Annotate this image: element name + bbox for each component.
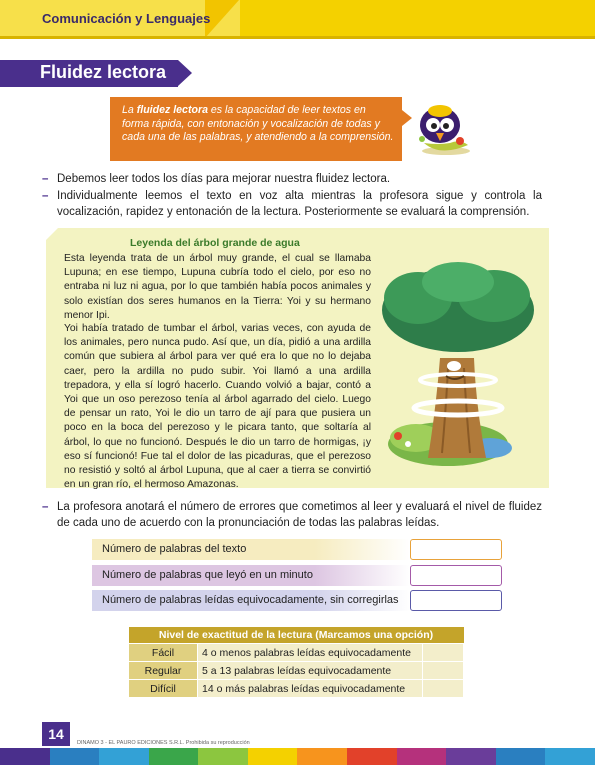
level-label: Difícil xyxy=(129,680,198,698)
section-banner-arrow xyxy=(178,60,192,86)
level-description: 4 o menos palabras leídas equivocadamente xyxy=(198,644,423,662)
footer-strip-segment xyxy=(248,748,298,765)
section-title: Fluidez lectora xyxy=(40,62,167,82)
words-per-minute-input[interactable] xyxy=(410,565,502,586)
table-row xyxy=(129,662,464,680)
bullet-dash: – xyxy=(42,501,49,513)
bullet-item: – Debemos leer todos los días para mejorar nuestra fluidez lectora. xyxy=(42,172,542,188)
footer-strip-segment xyxy=(397,748,447,765)
level-description: 14 o más palabras leídas equivocadamente xyxy=(198,680,423,698)
tree-illustration xyxy=(378,258,540,470)
table-header-row xyxy=(129,627,464,644)
table-row xyxy=(129,644,464,662)
mascot-illustration xyxy=(410,99,476,159)
option-checkbox-dificil[interactable] xyxy=(423,680,464,698)
footer-strip-segment xyxy=(496,748,546,765)
footer-credit: DINAMO 3 - EL PAURO EDICIONES S.R.L. Prohibida su reproducción xyxy=(77,740,250,746)
footer-strip-segment xyxy=(198,748,248,765)
footer-strip-segment xyxy=(446,748,496,765)
bullet-dash: – xyxy=(42,190,49,202)
definition-term: fluidez lectora xyxy=(136,104,208,116)
footer-strip-segment xyxy=(50,748,100,765)
footer-color-strip xyxy=(0,748,595,765)
footer-strip-segment xyxy=(149,748,199,765)
footer-strip-segment xyxy=(99,748,149,765)
story-paragraph: Yoi había tratado de tumbar el árbol, varias veces, con ayuda de los animales, pero nunca pudo. Así que, un día, pidió a una ardilla común que subiera al árbol para ver qué era lo que no lo dejaba caer, pero la ardilla no pudo subir. Yoi llamó a una ardilla trepadora, y ella sí logró hacerlo. Cuando volvió a bajar, contó a Yoi que un oso perezoso tenía al árbol agarrado del cielo. Luego de pensar un rato, Yoi le dio un tarro de ají para que pusiera un poco en la boca del perezoso y le picara tanto, que soltaría al árbol, lo que no funcionó. Después le dio un tarro de hormigas, ¡y eso sí funcionó! Fue tal el dolor de las picaduras, que el perezoso no resistió y soltó al árbol Lupuna, que al caer a tierra se convirtió en un gran río, el hermoso Amazonas. xyxy=(64,323,371,491)
accuracy-table xyxy=(128,627,464,698)
error-count-row: Número de palabras leídas equivocadamente, sin corregirlas xyxy=(92,590,410,611)
story-box-corner xyxy=(46,228,58,240)
header-shadow xyxy=(0,36,595,39)
word-count-input[interactable] xyxy=(410,539,502,560)
bullet-dash: – xyxy=(42,173,49,185)
option-checkbox-regular[interactable] xyxy=(423,662,464,680)
footer-strip-segment xyxy=(347,748,397,765)
definition-text: La fluidez lectora es la capacidad de leer textos en forma rápida, con entonación y vocalización de todas y cada una de las palabras, y atendiendo a la comprensión. xyxy=(122,104,394,143)
footer-strip-segment xyxy=(0,748,50,765)
footer-strip-segment xyxy=(297,748,347,765)
footer-strip-segment xyxy=(545,748,595,765)
table-row xyxy=(129,680,464,698)
page-number: 14 xyxy=(48,726,64,742)
subject-title: Comunicación y Lenguajes xyxy=(42,11,211,26)
level-label: Regular xyxy=(129,662,198,680)
option-checkbox-facil[interactable] xyxy=(423,644,464,662)
error-count-input[interactable] xyxy=(410,590,502,611)
bullet-item: – Individualmente leemos el texto en voz alta mientras la profesora sigue y controla la vocalización, rapidez y entonación de la lectura. Posteriormente se evaluará la comprensión. xyxy=(42,190,542,218)
story-title: Leyenda del árbol grande de agua xyxy=(130,237,300,249)
word-count-row: Número de palabras del texto xyxy=(92,539,410,560)
words-per-minute-row: Número de palabras que leyó en un minuto xyxy=(92,565,410,586)
level-label: Fácil xyxy=(129,644,198,662)
story-paragraph: Esta leyenda trata de un árbol muy grande, el cual se llamaba Lupuna; en ese tiempo, Lupuna cubría todo el cielo, por eso no entraba ni luz ni agua, por lo que también había pocos animales y solo existían dos seres humanos en la Tierra: Yoi y su hermano menor Ipi. xyxy=(64,253,371,321)
bullet-item: – La profesora anotará el número de errores que cometimos al leer y evaluará el nivel de fluidez de cada uno de acuerdo con la pronunciación de todas las palabras leídas. xyxy=(42,501,542,529)
level-description: 5 a 13 palabras leídas equivocadamente xyxy=(198,662,423,680)
table-header: Nivel de exactitud de la lectura (Marcamos una opción) xyxy=(129,627,464,644)
